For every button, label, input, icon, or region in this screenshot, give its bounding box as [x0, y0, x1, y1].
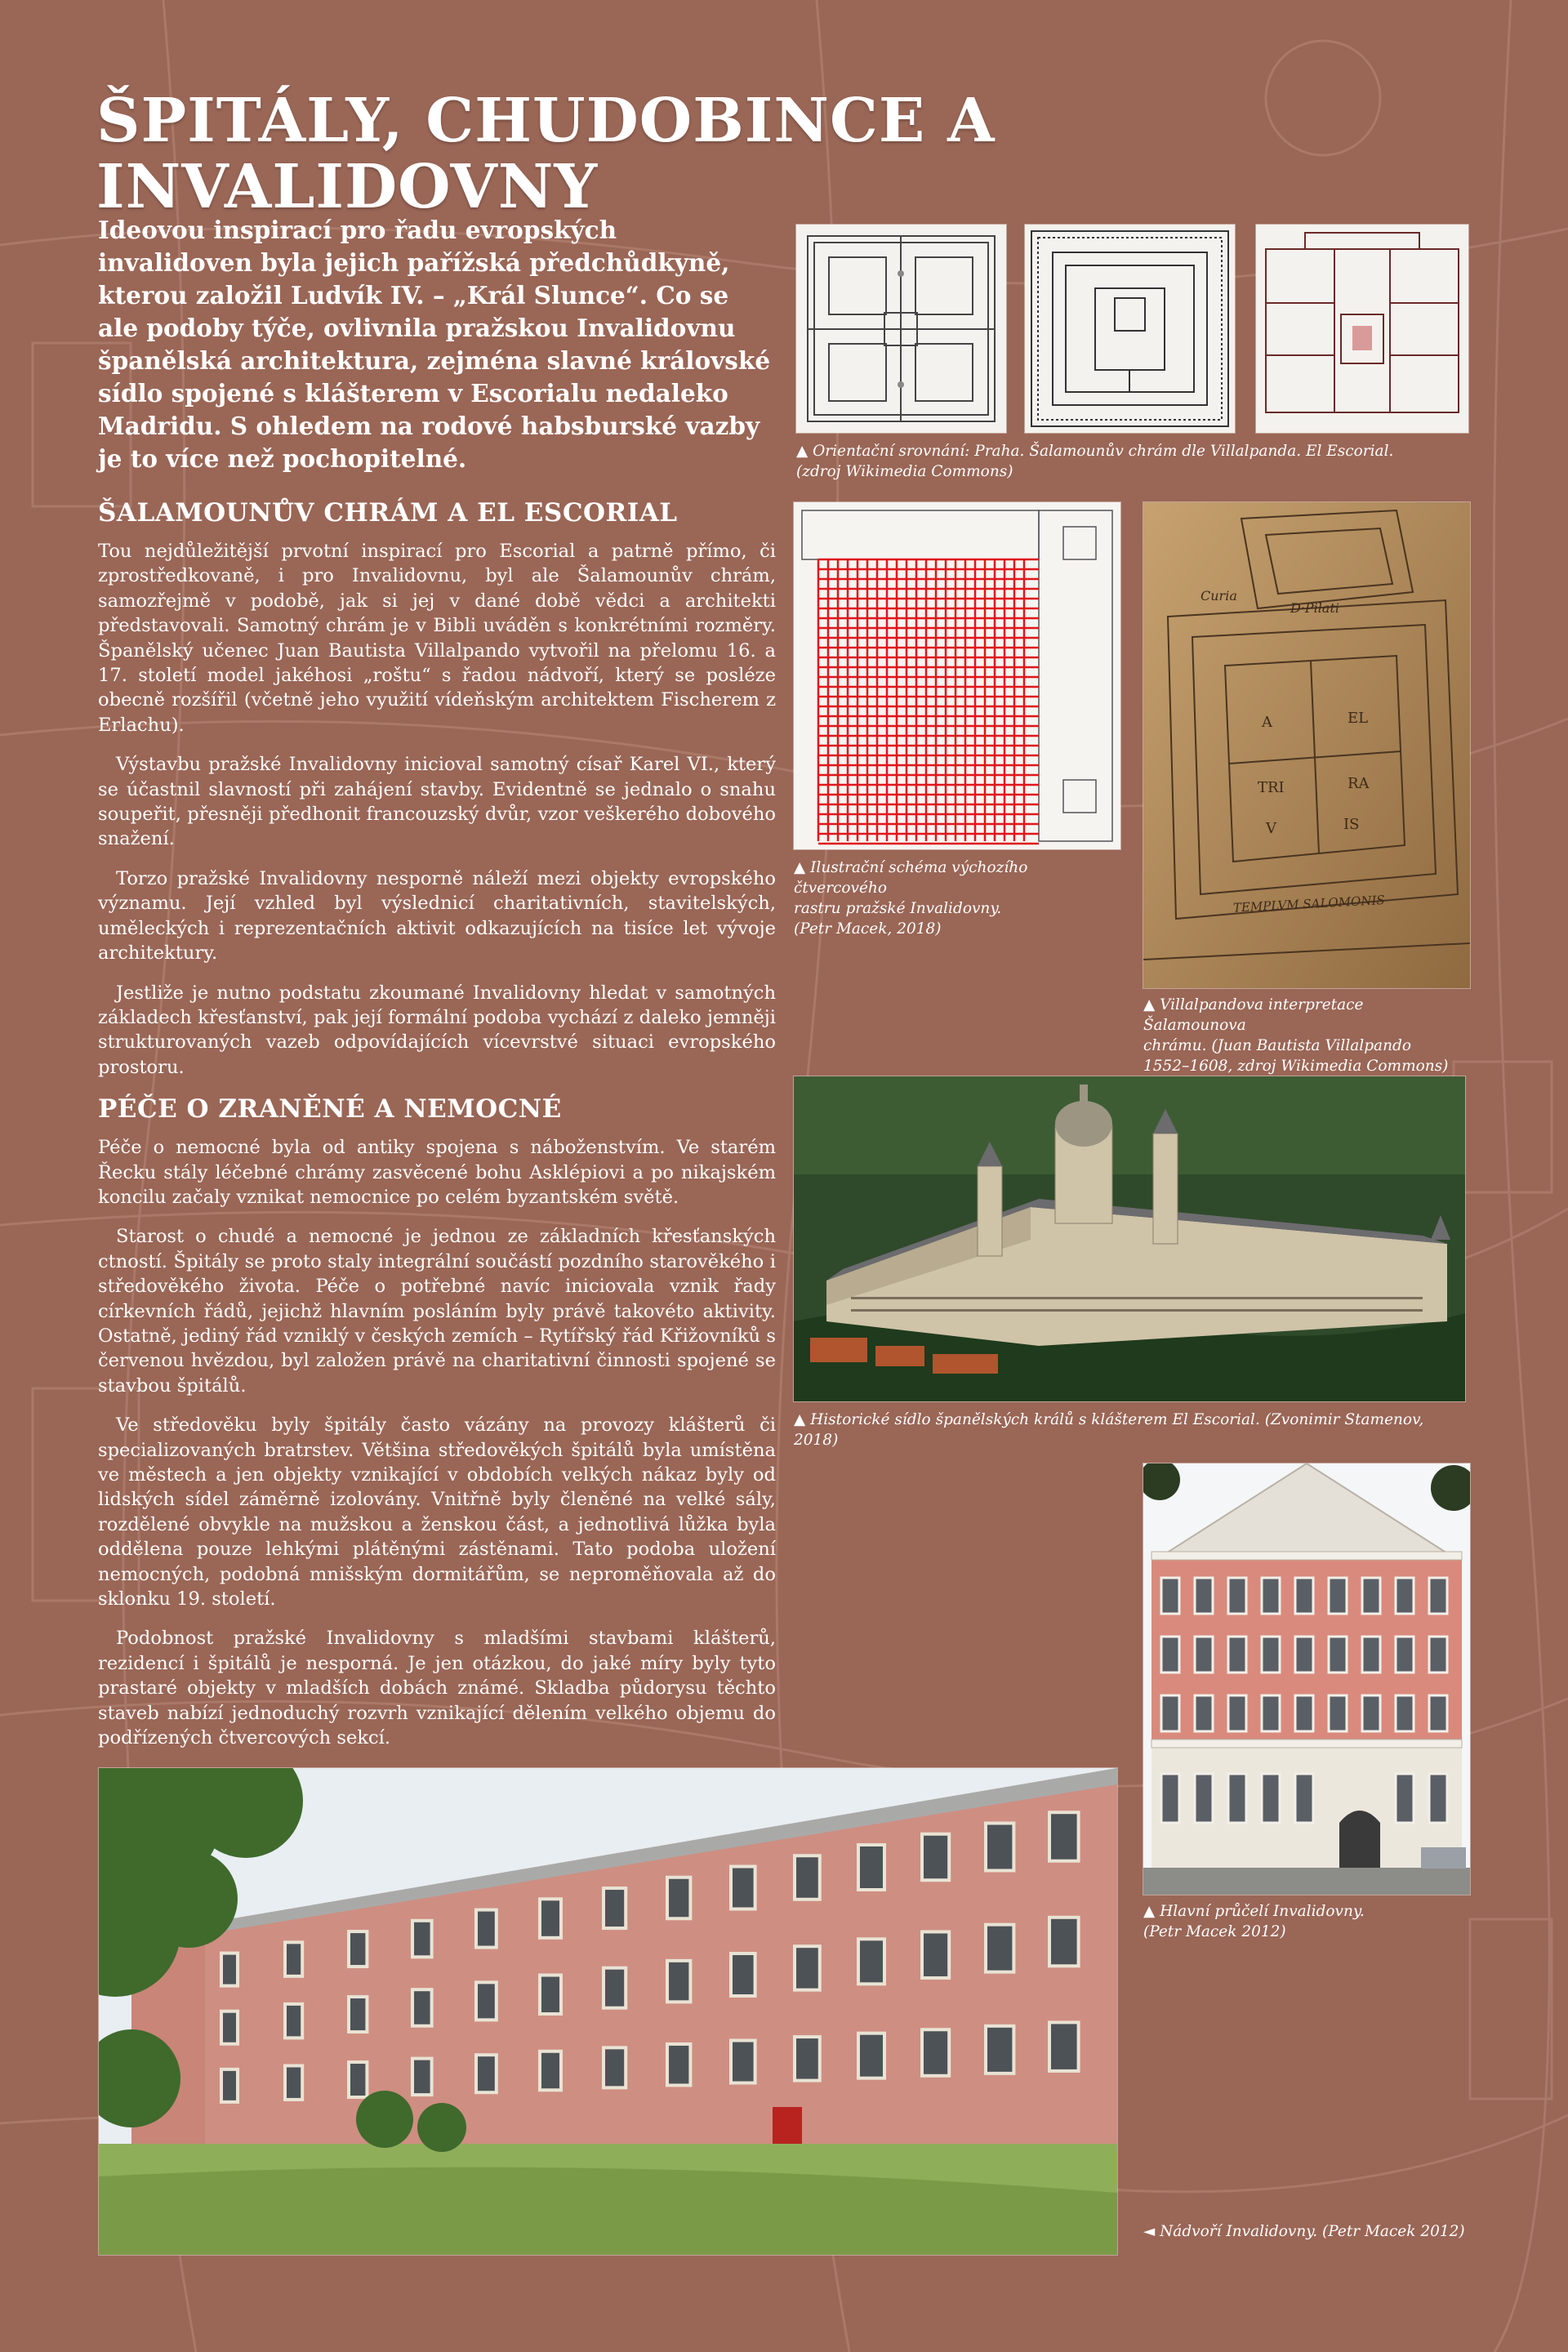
grid-schema-image — [794, 502, 1120, 849]
paragraph: Tou nejdůležitější prvotní inspirací pro Escorial a patrně přímo, či zprostředkovaně, i pro Invalidovnu, byl ale Šalamounův chrám, samozřejmě v podobě, jak si jej v dané době vědci a architekti představovali. Samotný chrám je v Bibli uváděn s konkrétními rozměry. Španělský učenec Juan Bautista Villalpando vytvořil na přelomu 16. a 17. století model jakéhosi „roštu“ s řadou nádvoří, který se posléze obecně rozšířil (včetně jeho využití vídeňským architektem Fischerem z Erlachu). — [98, 541, 776, 736]
invalidovna-courtyard-photo — [99, 1768, 1117, 2255]
page-title: ŠPITÁLY, CHUDOBINCE A INVALIDOVNY — [96, 86, 996, 223]
engraving-letter: A — [1262, 714, 1272, 731]
paragraph: Podobnost pražské Invalidovny s mladšími stavbami klášterů, rezidencí i špitálů je nesporná. Je jen otázkou, do jaké míry byly tyto prastaré objekty v mladších dobách známé. Skladba půdorysu těchto staveb nabízí jednoduchý rozvrh vznikající dělením velkého objemu do podřízených čtvercových sekcí. — [98, 1628, 776, 1749]
main-text-column — [98, 214, 776, 1765]
caption-plans: ▲ Orientační srovnání: Praha. Šalamounův chrám dle Villalpanda. El Escorial. (zdroj Wikimedia Commons) — [796, 443, 1394, 480]
caption-el-escorial: ▲ Historické sídlo španělských králů s klášterem El Escorial. (Zvonimir Stamenov, 2018) — [794, 1411, 1424, 1449]
caption-facade: ▲ Hlavní průčelí Invalidovny. (Petr Macek 2012) — [1143, 1903, 1365, 1940]
paragraph: Výstavbu pražské Invalidovny inicioval samotný císař Karel VI., který se účastnil slavností při zahájení stavby. Evidentně se jednalo o snahu soupeřit, přesněji předhonit francouzský dvůr, vzor veškerého dobového snažení. — [98, 754, 776, 850]
paragraph: Ve středověku byly špitály často vázány na provozy klášterů či specializovaných bratrstev. Většina středověkých špitálů byla umístěna ve městech a jen objekty vznikající v obdobích velkých nákaz byly od lidských sídel záměrně izolovány. Vnitřně byly členěné na velké sály, rozdělené obvykle na mužskou a ženskou část, a jednotlivá lůžka byla oddělena pouze lehkými plátěnými zástěnami. Tato podoba uložení nemocných, podobná mnišským dormitářům, se neproměňovala až do sklonku 19. století. — [98, 1414, 776, 1610]
engraving-letter: V — [1266, 820, 1276, 837]
paragraph: Jestliže je nutno podstatu zkoumané Invalidovny hledat v samotných základech křesťanství, pak její formální podoba vychází z daleko jemněji strukturovaných vazeb odpovídajících vícevrstvé situaci evropského prostoru. — [98, 982, 776, 1078]
caption-villalpando: ▲ Villalpandova interpretace Šalamounova chrámu. (Juan Bautista Villalpando 1552–1608, zdroj Wikimedia Commons) — [1143, 996, 1449, 1075]
engraving-letter: IS — [1343, 816, 1360, 833]
paragraph: Péče o nemocné byla od antiky spojena s náboženstvím. Ve starém Řecku stály léčebné chrámy zasvěcené bohu Asklépiovi a po nikajském koncilu začaly vznikat nemocnice po celém byzantském světě. — [98, 1137, 776, 1208]
caption-grid-schema: ▲ Ilustrační schéma výchozího čtvercového rastru pražské Invalidovny. (Petr Macek, 2018) — [794, 859, 1028, 938]
section-title-solomon: ŠALAMOUNŮV CHRÁM A EL ESCORIAL — [98, 498, 678, 528]
paragraph: Torzo pražské Invalidovny nesporně náleží mezi objekty evropského významu. Její vzhled byl výslednicí charitativních, stavitelských, uměleckých i reprezentačních aktivit odkazujících na tisíce let vývoje architektury. — [98, 867, 776, 964]
engraving-label-curia: Curia — [1200, 588, 1237, 604]
caption-courtyard: ◄ Nádvoří Invalidovny. (Petr Macek 2012) — [1143, 2223, 1465, 2240]
lead-paragraph: Ideovou inspirací pro řadu evropských invalidoven byla jejich pařížská předchůdkyně, kterou založil Ludvík IV. – „Král Slunce“. Co se ale podoby týče, ovlivnila pražskou Invalidovnu španělská architektura, zejména slavné královské sídlo spojené s klášterem v Escorialu nedaleko Madridu. S ohledem na rodové habsburské vazby je to více než pochopitelné. — [98, 216, 771, 473]
engraving-label-bottom: TEMPLVM SALOMONIS — [1232, 892, 1386, 915]
plan-prague-image — [796, 225, 1006, 433]
invalidovna-facade-photo — [1143, 1463, 1470, 1895]
villalpando-engraving-image — [1143, 502, 1470, 988]
engraving-label-top: D·Pilati — [1290, 600, 1339, 616]
engraving-letter: TRI — [1258, 779, 1285, 796]
section-title-care: PÉČE O ZRANĚNÉ A NEMOCNÉ — [98, 1094, 562, 1125]
paragraph: Starost o chudé a nemocné je jednou ze základních křesťanských ctností. Špitály se proto staly integrální součástí pozdního starověkého i středověkého života. Péče o potřebné navíc iniciovala vznik řady církevních řádů, jejichž hlavním posláním byly právě takovéto aktivity. Ostatně, jediný řád vzniklý v českých zemích – Rytířský řád Křižovníků s červenou hvězdou, byl založen právě na charitativní činnosti spojené se stavbou špitálů. — [98, 1226, 776, 1396]
el-escorial-photo — [794, 1076, 1465, 1401]
engraving-letter: EL — [1348, 710, 1369, 727]
plan-el-escorial-image — [1256, 225, 1468, 433]
engraving-letter: RA — [1348, 775, 1370, 792]
plan-solomon-temple-image — [1025, 225, 1235, 433]
